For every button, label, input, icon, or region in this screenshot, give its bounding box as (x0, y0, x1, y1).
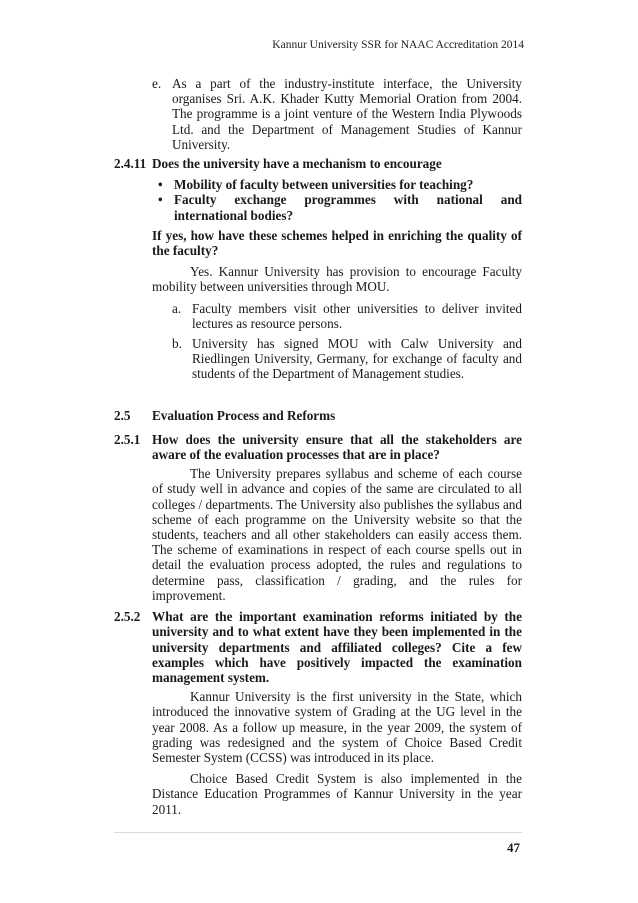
question-text: What are the important examination reforms initiated by the university and to what extent have they been implemented in the university departments and affiliated colleges? Cite a few examples which have positively impacted the examination management system. (152, 609, 522, 685)
item-label: e. (152, 76, 162, 91)
page-number: 47 (507, 840, 520, 855)
bullet-item (152, 192, 522, 222)
followup-question: If yes, how have these schemes helped in enriching the quality of the faculty? (152, 227, 522, 259)
page-header: Kannur University SSR for NAAC Accreditation 2014 (272, 39, 524, 51)
answer-text: Choice Based Credit System is also implemented in the Distance Education Programmes of Kannur University in the year 2011. (152, 771, 522, 817)
footer-divider (114, 832, 522, 833)
question-2-4-11 (114, 156, 522, 171)
list-item-e (152, 76, 522, 152)
item-label: b. (172, 336, 182, 352)
question-text: How does the university ensure that all the stakeholders are aware of the evaluation processes that are in place? (152, 431, 522, 463)
list-item-b (172, 336, 522, 382)
section-heading (114, 408, 522, 423)
question-2-5-2 (114, 609, 522, 685)
section-title: Evaluation Process and Reforms (152, 407, 336, 423)
item-text: As a part of the industry-institute interface, the University organises Sri. A.K. Khader Kutty Memorial Oration from 2004. The programme is a joint venture of the Western India Plywoods Ltd. and the Department of Management Studies of Kannur University. (172, 76, 522, 152)
bullet-item (152, 177, 522, 192)
section-number: 2.5 (114, 407, 131, 423)
bullet-text: Mobility of faculty between universities for teaching? (174, 177, 474, 193)
answer-text: Yes. Kannur University has provision to encourage Faculty mobility between universities through MOU. (152, 264, 522, 295)
bullet-icon: • (158, 177, 163, 193)
question-2-5-1 (114, 432, 522, 462)
question-text: Does the university have a mechanism to encourage (152, 156, 442, 172)
item-text: Faculty members visit other universities to deliver invited lectures as resource persons. (192, 300, 522, 331)
page-body (114, 76, 522, 817)
answer-text: Kannur University is the first university in the State, which introduced the innovative system of Grading at the UG level in the year 2008. As a follow up measure, in the year 2009, the system of grading was redesigned and the system of Choice Based Credit Semester System (CCSS) was introduced in its place. (152, 689, 522, 765)
bullet-icon: • (158, 192, 163, 208)
item-text: University has signed MOU with Calw University and Riedlingen University, Germany, for exchange of faculty and students of the Department of Management studies. (192, 336, 522, 382)
item-label: a. (172, 300, 182, 316)
bullet-text: Faculty exchange programmes with national and international bodies? (174, 192, 522, 223)
question-number: 2.5.2 (114, 609, 141, 625)
question-number: 2.5.1 (114, 431, 141, 447)
bullet-list (152, 177, 522, 223)
answer-text: The University prepares syllabus and scheme of each course of study well in advance and copies of the same are circulated to all colleges / departments. The University also publishes the syllabus and scheme of each programme on the University website so that the students, teachers and all other stakeholders can easily access them. The scheme of examinations in respect of each course spells out in detail the evaluation process adopted, the rules and regulations to determine pass, classification / grading, and the rules for improvement. (152, 466, 522, 603)
list-item-a (172, 301, 522, 331)
question-number: 2.4.11 (114, 156, 147, 172)
